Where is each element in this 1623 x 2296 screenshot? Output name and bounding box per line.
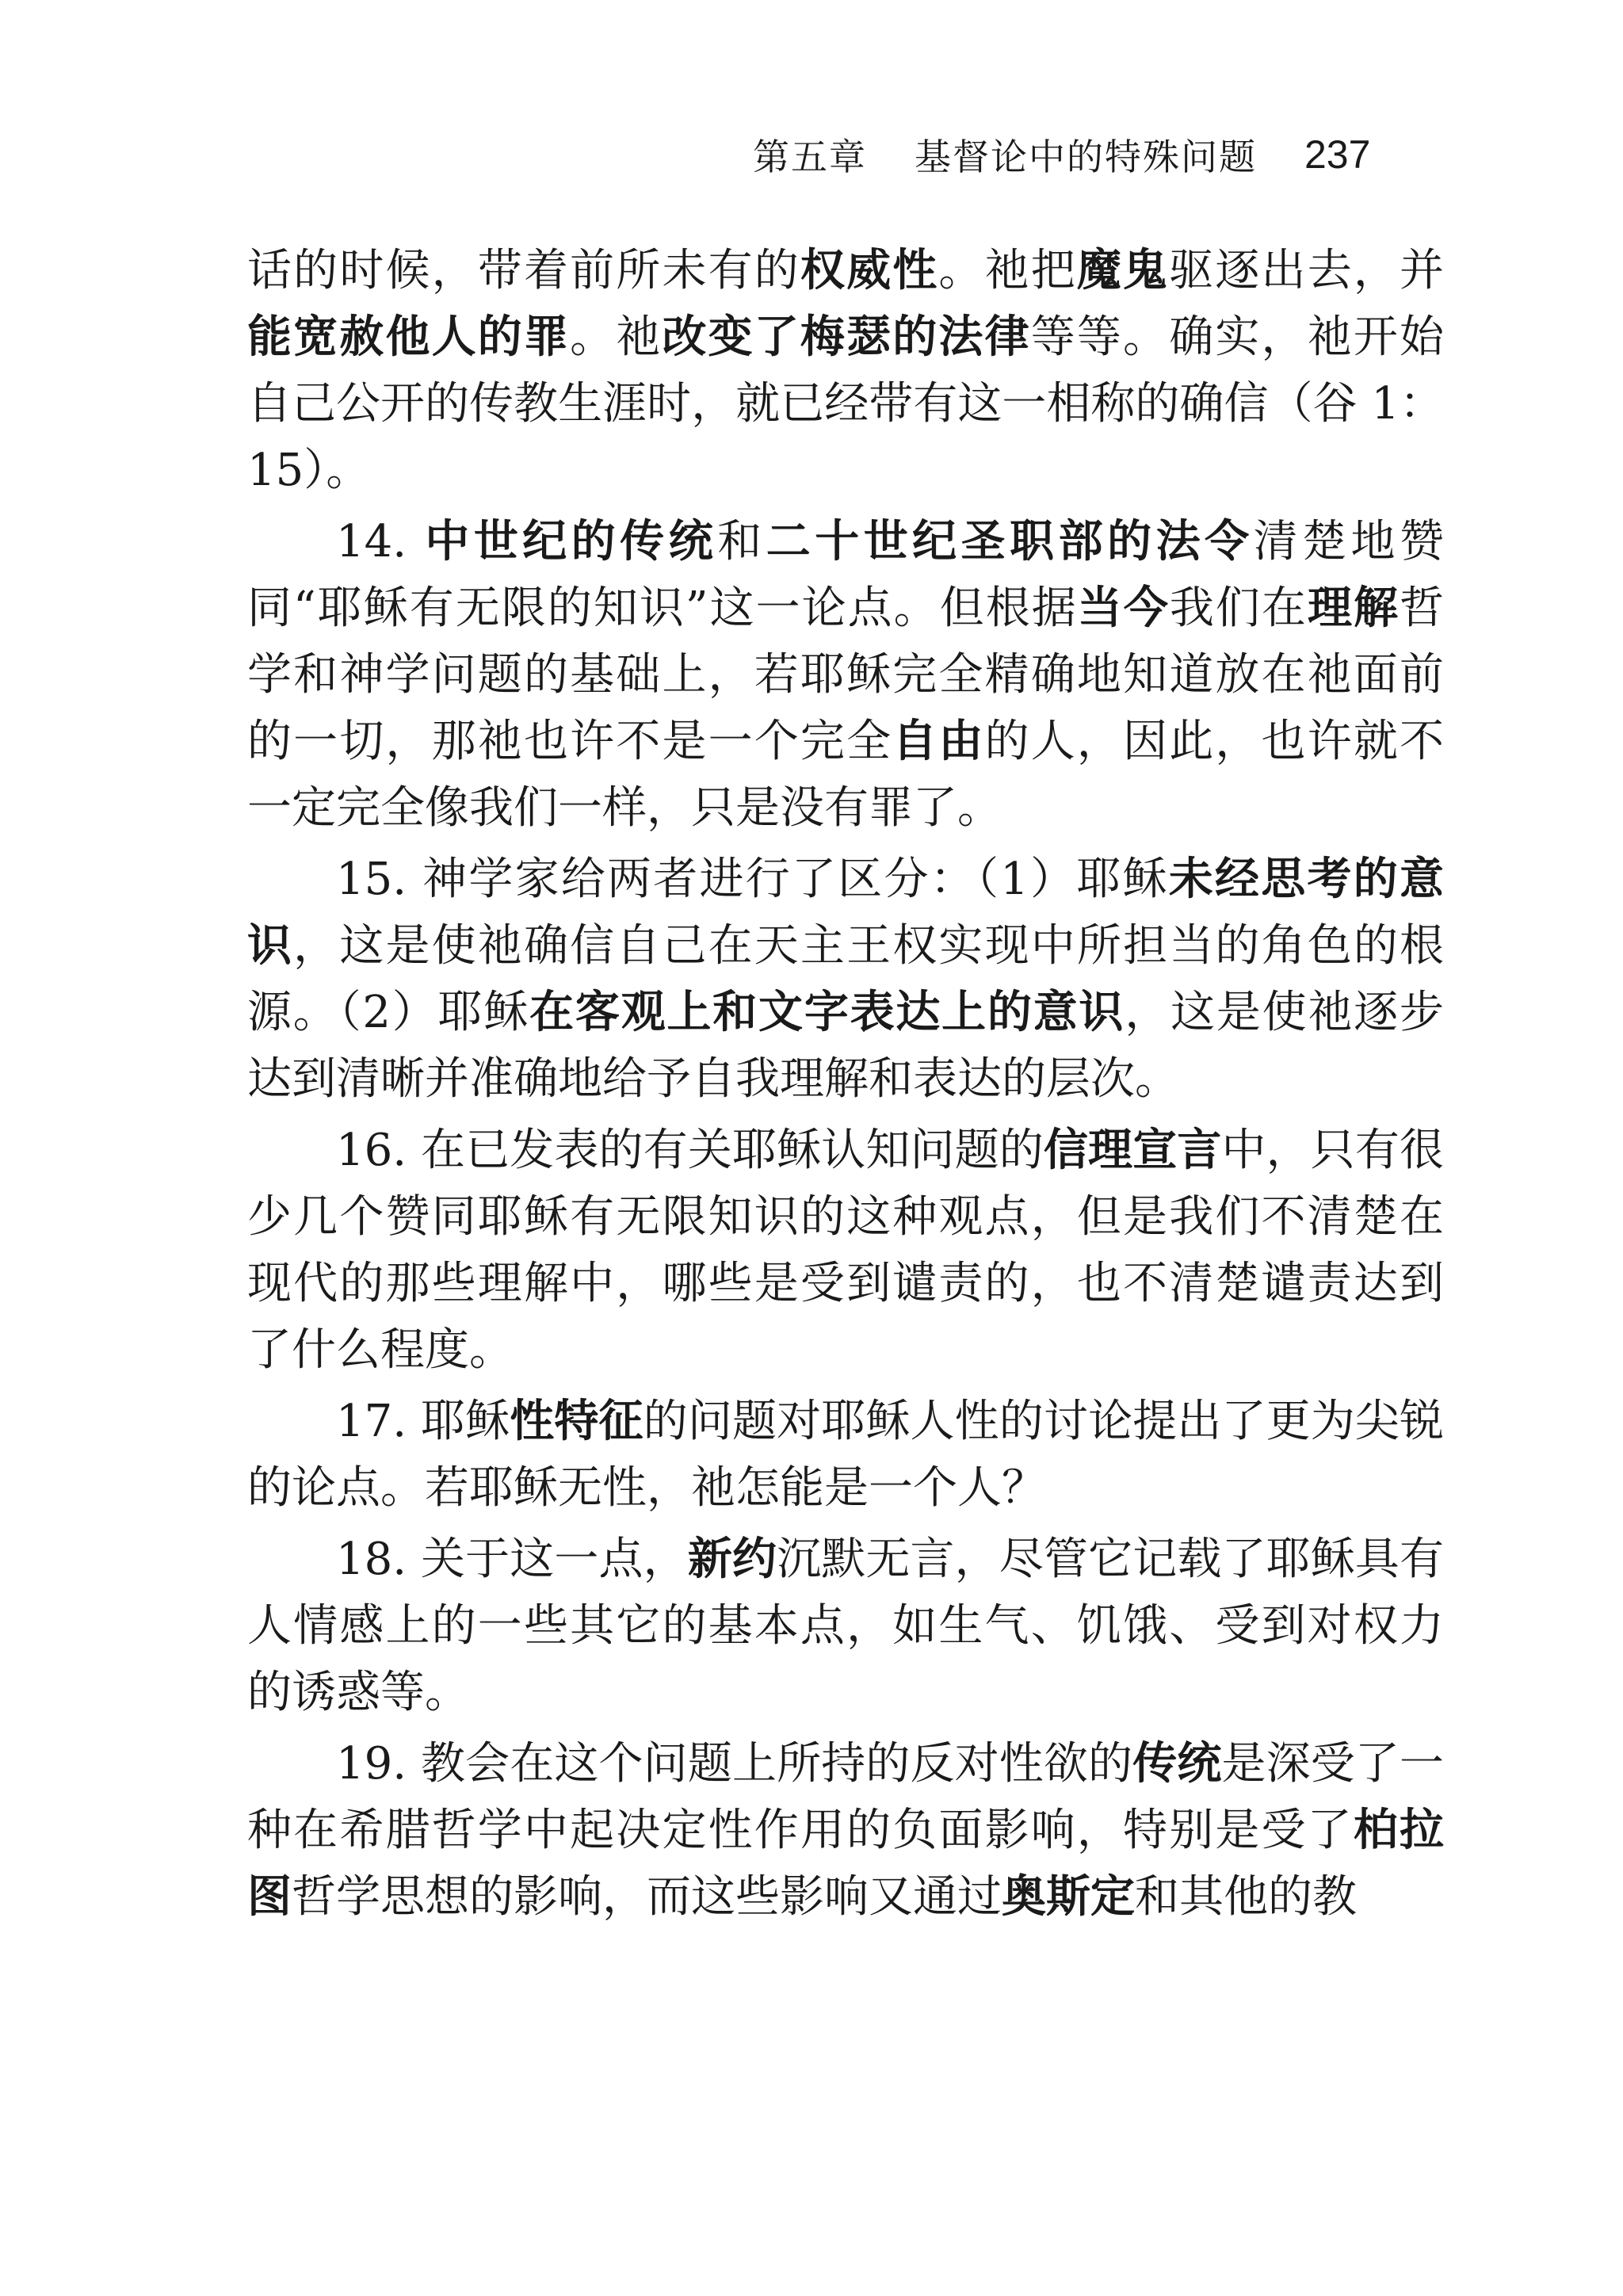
- emphasis-text: 理解: [1307, 583, 1400, 634]
- text-run: 清楚地赞同“耶稣有无限的知识”这一论点。但根据: [247, 516, 1445, 634]
- emphasis-text: 权威性: [800, 245, 939, 296]
- text-run: 的人，因此，也许就不一定完全像我们一样，只是没有罪了。: [247, 716, 1445, 834]
- text-run: 19. 教会在这个问题上所持的反对性欲的: [336, 1738, 1133, 1790]
- paragraph: [247, 846, 1444, 1113]
- text-run: 和: [717, 516, 766, 567]
- text-run: 。祂把: [938, 245, 1077, 296]
- text-run: 哲学和神学问题的基础上，若耶稣完全精确地知道放在祂面前的一切，那祂也许不是一个完全: [247, 583, 1445, 767]
- text-run: ，这是使祂确信自己在天主王权实现中所担当的角色的根源。（2）耶稣: [247, 920, 1445, 1038]
- text-run: 18. 关于这一点，: [336, 1534, 688, 1585]
- text-run: 哲学思想的影响，而这些影响又通过: [292, 1871, 1002, 1923]
- text-run: 驱逐出去，并: [1169, 245, 1445, 296]
- emphasis-text: 中世纪的传统: [425, 516, 718, 567]
- paragraph: [247, 1731, 1444, 1931]
- text-run: 的问题对耶稣人性的讨论提出了更为尖锐的论点。若耶稣无性，祂怎能是一个人？: [247, 1396, 1445, 1514]
- text-run: 我们在: [1169, 583, 1308, 634]
- text-run: 16. 在已发表的有关耶稣认知问题的: [336, 1125, 1044, 1176]
- paragraph: [247, 1117, 1444, 1384]
- text-run: 中，只有很少几个赞同耶稣有无限知识的这种观点，但是我们不清楚在现代的那些理解中，哪些是受到谴责的，也不清楚谴责达到了什么程度。: [247, 1125, 1445, 1376]
- emphasis-text: 奥斯定: [1002, 1871, 1135, 1923]
- chapter-title: 基督论中的特殊问题: [915, 136, 1257, 178]
- text-run: 话的时候，带着前所未有的: [247, 245, 800, 296]
- emphasis-text: 性特征: [510, 1396, 643, 1447]
- text-run: ，这是使祂逐步达到清晰并准确地给予自我理解和表达的层次。: [247, 987, 1445, 1105]
- paragraph: [247, 238, 1444, 504]
- emphasis-text: 自由: [892, 716, 985, 767]
- text-run: 14.: [336, 516, 426, 567]
- chapter-label: 第五章: [753, 136, 867, 178]
- text-run: 和其他的教: [1135, 1871, 1357, 1923]
- page-number: 237: [1304, 132, 1371, 177]
- emphasis-text: 二十世纪圣职部的法令: [766, 516, 1254, 567]
- emphasis-text: 能宽赦他人的罪: [247, 311, 571, 363]
- text-run: 等等。确实，祂开始自己公开的传教生涯时，就已经带有这一相称的确信（谷 1：15）。: [247, 311, 1445, 496]
- paragraph: [247, 509, 1444, 842]
- text-run: 17. 耶稣: [336, 1396, 510, 1447]
- emphasis-text: 柏拉图: [247, 1805, 1445, 1923]
- paragraph: [247, 1389, 1444, 1522]
- emphasis-text: 在客观上和文字表达上的意识: [529, 987, 1125, 1038]
- emphasis-text: 新约: [687, 1534, 777, 1585]
- emphasis-text: 当今: [1077, 583, 1170, 634]
- emphasis-text: 传统: [1132, 1738, 1222, 1790]
- emphasis-text: 未经思考的意识: [247, 854, 1444, 972]
- text-run: 15. 神学家给两者进行了区分：（1）耶稣: [336, 854, 1169, 905]
- text-run: 。祂: [570, 311, 663, 363]
- paragraph: [247, 1526, 1444, 1726]
- running-header: [753, 127, 1434, 182]
- body-text: [247, 238, 1444, 1935]
- text-run: 沉默无言，尽管它记载了耶稣具有人情感上的一些其它的基本点，如生气、饥饿、受到对权力的诱惑等。: [247, 1534, 1445, 1718]
- emphasis-text: 魔鬼: [1076, 245, 1170, 296]
- emphasis-text: 信理宣言: [1043, 1125, 1222, 1176]
- text-run: 是深受了一种在希腊哲学中起决定性作用的负面影响，特别是受了: [247, 1738, 1445, 1856]
- emphasis-text: 改变了梅瑟的法律: [662, 311, 1031, 363]
